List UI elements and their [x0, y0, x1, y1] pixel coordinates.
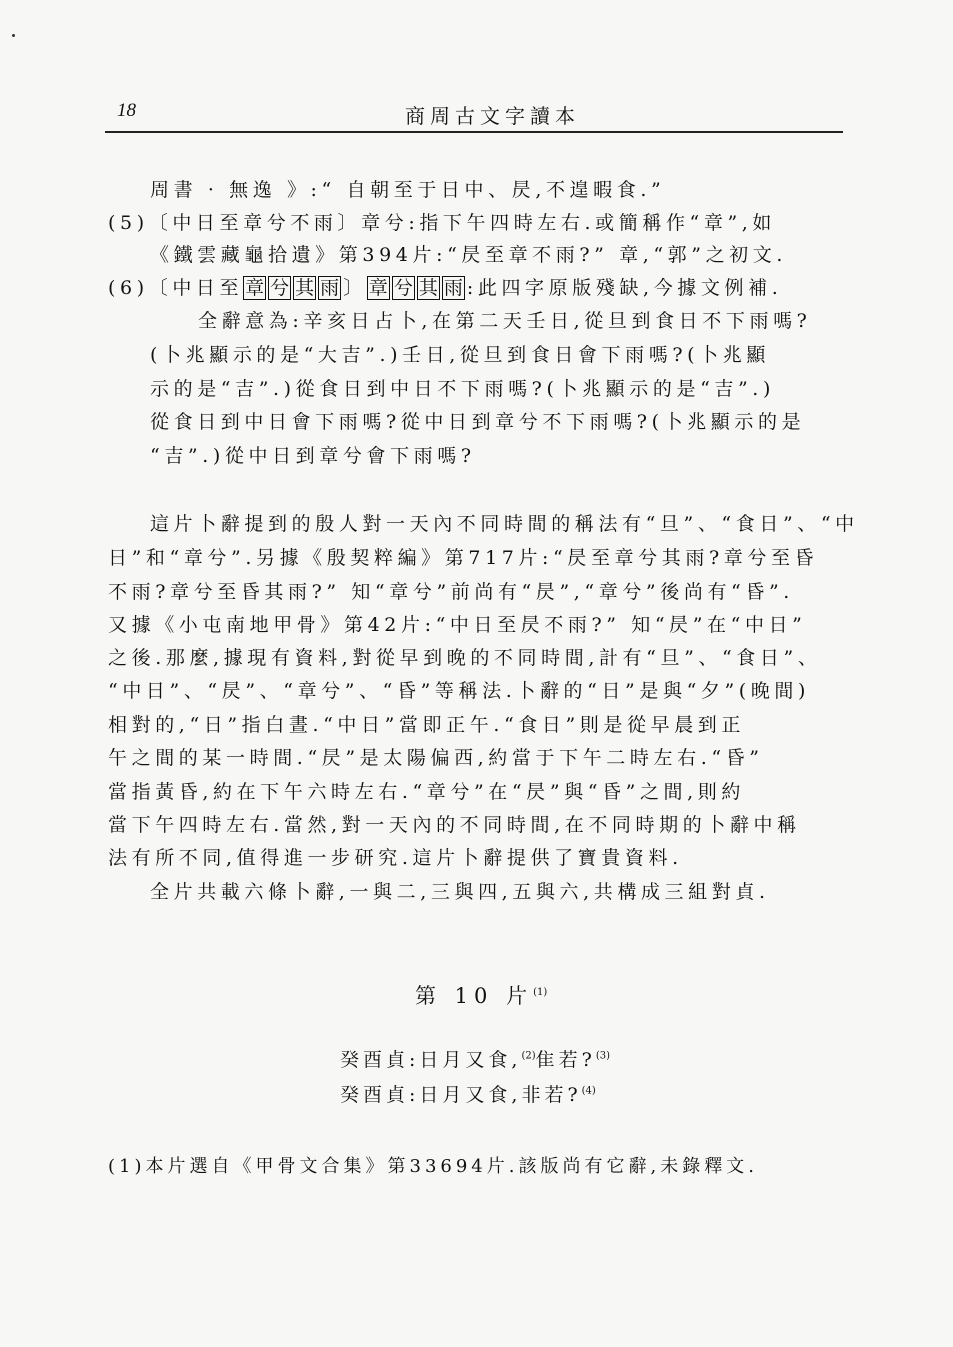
paragraph-line: 全片共載六條卜辭,一與二,三與四,五與六,共構成三組對貞. [150, 881, 770, 903]
page-number: 18 [117, 100, 136, 121]
footnote-marker: (2) [521, 1050, 536, 1062]
inscription-text: 癸酉貞:日月又食, [340, 1049, 522, 1071]
paragraph-line: 不雨?章兮至昏其雨?” 知“章兮”前尚有“昃”,“章兮”後尚有“昏”. [108, 581, 794, 603]
section-title [415, 980, 547, 1010]
boxed-char: 其 [418, 277, 438, 299]
inscription-text: 非若? [521, 1084, 582, 1106]
note-6-lead: (6)〔中日至 [108, 277, 244, 299]
text-line: (5)〔中日至章兮不雨〕章兮:指下午四時左右.或簡稱作“章”,如 [108, 212, 777, 234]
running-head: 商周古文字讀本 [405, 104, 580, 128]
closing-bracket: 〕 [343, 277, 367, 299]
paragraph-line: 之後.那麼,據現有資料,對從早到晚的不同時間,計有“旦”、“食日”、 [108, 647, 822, 669]
inscription-line [340, 1045, 610, 1072]
boxed-char: 雨 [443, 277, 463, 299]
paragraph-line: 這片卜辭提到的殷人對一天內不同時間的稱法有“旦”、“食日”、“中 [150, 513, 859, 535]
text-line: 周書 · 無逸 》:“ 自朝至于日中、昃,不遑暇食.” [150, 179, 666, 201]
paragraph-line: 當下午四時左右.當然,對一天內的不同時間,在不同時期的卜辭中稱 [108, 814, 801, 836]
boxed-char: 章 [368, 277, 388, 299]
footnote-marker: (3) [595, 1050, 610, 1062]
paragraph-line: 日”和“章兮”.另據《殷契粹編》第717片:“昃至章兮其雨?章兮至昏 [108, 547, 819, 569]
note-6-line [108, 273, 782, 300]
paragraph-line: 又據《小屯南地甲骨》第42片:“中日至昃不雨?” 知“昃”在“中日” [108, 614, 807, 636]
text-line: (卜兆顯示的是“大吉”.)壬日,從旦到食日會下雨嗎?(卜兆顯 [150, 344, 770, 366]
footnote-marker: (1) [533, 987, 548, 998]
page-speck [12, 34, 15, 37]
boxed-char: 兮 [270, 277, 290, 299]
text-line: “吉”.)從中日到章兮會下雨嗎? [150, 445, 476, 467]
inscription-text: 隹若? [535, 1049, 596, 1071]
inscription-text: 癸酉貞:日月又食, [340, 1084, 522, 1106]
paragraph-line: 午之間的某一時間.“昃”是太陽偏西,約當于下午二時左右.“昏” [108, 747, 764, 769]
text-line: 示的是“吉”.)從食日到中日不下雨嗎?(卜兆顯示的是“吉”.) [150, 378, 775, 400]
paragraph-line: 法有所不同,值得進一步研究.這片卜辭提供了寶貴資料. [108, 847, 683, 869]
paragraph-line: “中日”、“昃”、“章兮”、“昏”等稱法.卜辭的“日”是與“夕”(晚間) [108, 680, 811, 702]
boxed-char: 其 [295, 277, 315, 299]
section-title-text: 第 10 片 [415, 984, 534, 1008]
text-line: 《鐵雲藏龜拾遺》第394片:“昃至章不雨?” 章,“郭”之初文. [150, 244, 788, 266]
paragraph-line: 當指黃昏,約在下午六時左右.“章兮”在“昃”與“昏”之間,則約 [108, 781, 745, 803]
boxed-char: 章 [245, 277, 265, 299]
boxed-char: 兮 [393, 277, 413, 299]
header-rule [105, 131, 843, 133]
paragraph-line: 相對的,“日”指白晝.“中日”當即正午.“食日”則是從早晨到正 [108, 714, 745, 736]
boxed-char: 雨 [320, 277, 340, 299]
text-line: 全辭意為:辛亥日占卜,在第二天壬日,從旦到食日不下雨嗎? [198, 310, 812, 332]
inscription-line [340, 1080, 596, 1107]
text-line: 從食日到中日會下雨嗎?從中日到章兮不下雨嗎?(卜兆顯示的是 [150, 411, 806, 433]
footnote-marker: (4) [581, 1085, 596, 1097]
note-6-tail: :此四字原版殘缺,今據文例補. [466, 277, 783, 299]
footnote: (1)本片選自《甲骨文合集》第33694片.該版尚有它辭,未錄釋文. [108, 1156, 758, 1177]
